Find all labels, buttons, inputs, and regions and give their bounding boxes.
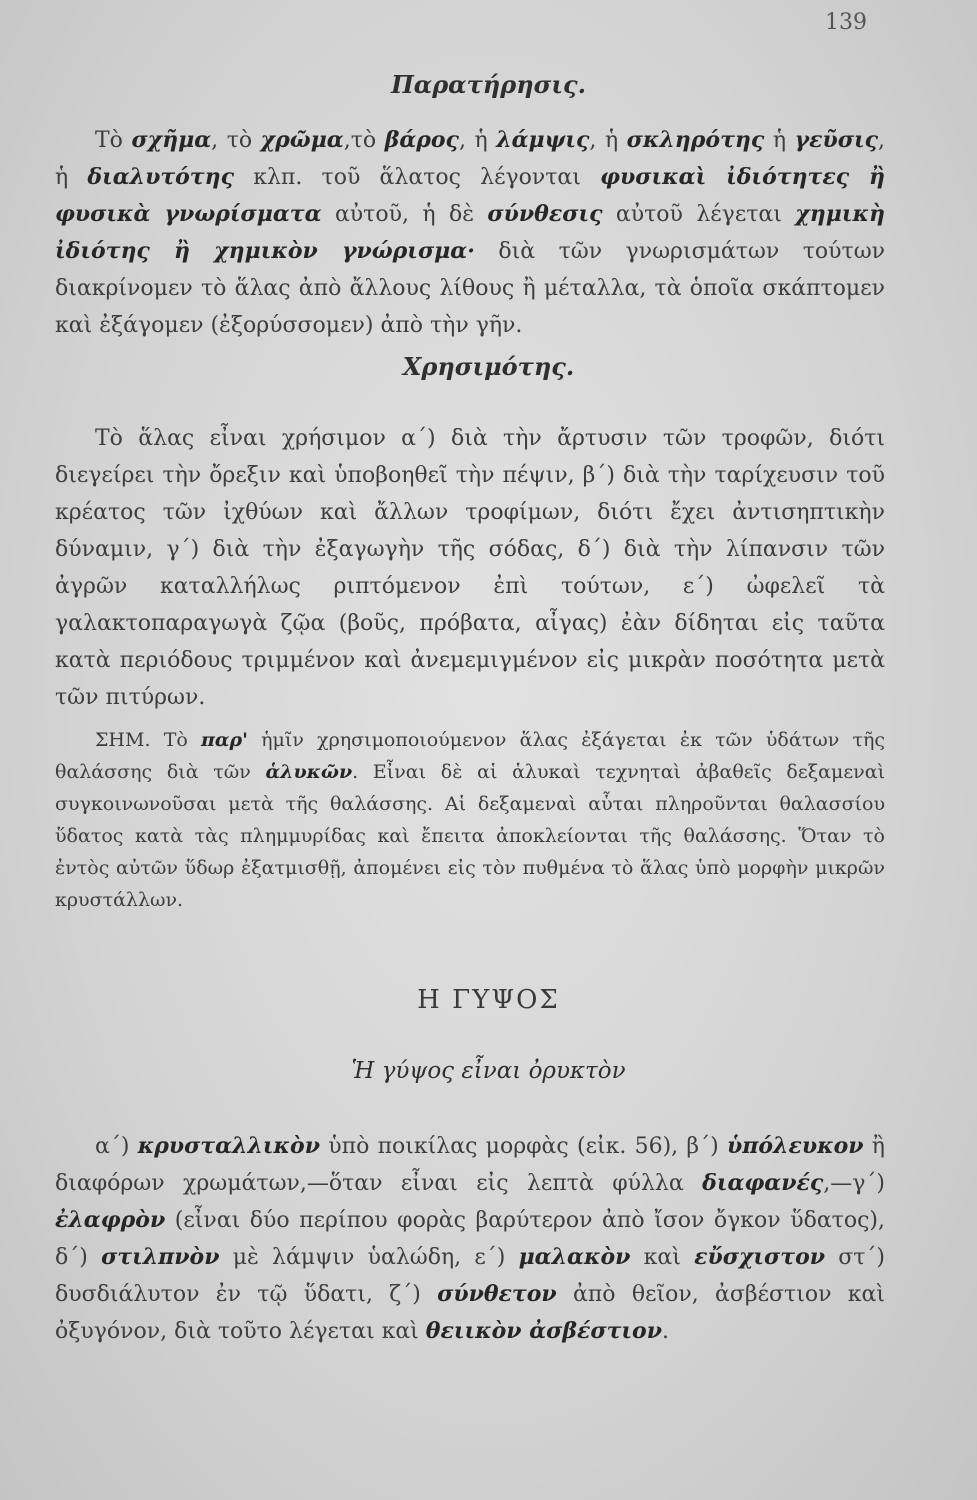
section-heading-observation: Παρατήρησις. [391, 70, 586, 99]
chapter-title: Η ΓΥΨΟΣ [417, 985, 560, 1015]
text-run: . [661, 1319, 669, 1344]
text-run: , ἡ [589, 128, 627, 153]
term-calcium-sulfate: θειικὸν ἀσβέστιον [425, 1318, 662, 1344]
text-run: ,τὸ [343, 128, 385, 153]
text-run: ὑπὸ ποικίλας μορφὰς (εἰκ. 56), β΄) [319, 1134, 727, 1159]
text-run: , ἡ [55, 128, 885, 190]
term-light: ἐλαφρὸν [55, 1207, 166, 1233]
term-salt-pans: ἁλυκῶν [265, 761, 353, 783]
text-run: διὰ τῶν γνωρισμάτων τούτων διακρίνομεν τὸ ἅλας ἀπὸ ἄλλους λίθους ἢ μέταλλα, τὰ ὁποῖα σκάπτομεν καὶ ἐξάγομεν (ἐξορύσσομεν) ἀπὸ τὴν γῆν. [55, 239, 886, 338]
text-run: Τὸ ἅλας εἶναι χρήσιμον α΄) διὰ τὴν ἄρτυσιν τῶν τροφῶν, διότι διεγείρει τὴν ὄρεξιν καὶ ὑποβοηθεῖ τὴν πέψιν, β΄) διὰ τὴν ταρίχευσιν τοῦ κρέατος τῶν ἰχθύων καὶ ἄλλων τροφίμων, διότι ἔχει ἀντισηπτικὴν δύναμιν, γ΄) διὰ τὴν ἐξαγωγὴν τῆς σόδας, δ΄) διὰ τὴν λίπανσιν τῶν ἀγρῶν καταλλήλως ριπτόμενον ἐπὶ τούτων, ε΄) ὠφελεῖ τὰ γαλακτοπαραγωγὰ ζῷα (βοῦς, πρόβατα, αἶγας) ἐὰν δίδηται εἰς ταῦτα κατὰ περιόδους τριμμένον καὶ ἀνεμεμιγμένον εἰς μικρὰν ποσότητα μετὰ τῶν πιτύρων. [55, 426, 885, 710]
term-luster: λάμψις [496, 127, 590, 153]
text-run: Τὸ [95, 128, 132, 153]
text-run: α΄) [95, 1134, 138, 1159]
term-whitish: ὑπόλευκον [727, 1133, 864, 1159]
term-hardness: σκληρότης [626, 127, 765, 153]
text-run: ,—γ΄) [823, 1171, 885, 1196]
paragraph-text [55, 122, 885, 344]
term-color: χρῶμα [260, 127, 344, 153]
text-run: (εἶναι δύο περίπου φορὰς βαρύτερον ἀπὸ ἴσον ὄγκον ὕδατος), δ΄) [55, 1208, 885, 1270]
term-physical-properties: φυσικαὶ ἰδιότητες ἢ φυσικὰ γνωρίσματα [55, 164, 885, 227]
term-lustrous: στιλπνὸν [101, 1244, 220, 1270]
term-soft: μαλακὸν [518, 1244, 631, 1270]
page-number: 139 [825, 10, 867, 35]
term-compound: σύνθετον [437, 1281, 557, 1307]
section-heading-usefulness: Χρησιμότης. [402, 352, 575, 381]
term-chemical-property: χημικὴ ἰδιότης ἢ χημικὸν γνώρισμα· [55, 201, 885, 264]
text-run: αὐτοῦ, ἡ δὲ [321, 202, 488, 227]
term-composition: σύνθεσις [487, 201, 603, 227]
text-run: κλπ. τοῦ ἅλατος λέγονται [234, 165, 601, 190]
term-crystalline: κρυσταλλικὸν [137, 1133, 320, 1159]
text-run: ἢ διαφόρων χρωμάτων,—ὅταν εἶναι εἰς λεπτὰ φύλλα [55, 1134, 885, 1196]
note-paragraph [55, 724, 885, 916]
text-run: ἀπὸ θεῖον, ἀσβέστιον καὶ ὀξυγόνον, διὰ τοῦτο λέγεται καὶ [55, 1282, 886, 1344]
term-weight: βάρος [384, 127, 459, 153]
text-run: στ΄) δυσδιάλυτον ἐν τῷ ὕδατι, ζ΄) [55, 1245, 886, 1307]
text-run: , τὸ [211, 128, 261, 153]
paragraph-usefulness [55, 420, 885, 716]
chapter-subheading: Ἡ γύψος εἶναι ὀρυκτὸν [351, 1058, 626, 1084]
text-run: καὶ [630, 1245, 695, 1270]
paragraph-text [55, 1128, 885, 1350]
text-run: ΣΗΜ. Τὸ [95, 729, 201, 751]
term-shape: σχῆμα [131, 127, 212, 153]
term-par: παρ' [201, 729, 248, 751]
term-transparent: διαφανές [702, 1170, 824, 1196]
text-run: , ἡ [458, 128, 497, 153]
text-run: αὐτοῦ λέγεται [602, 202, 796, 227]
paragraph-text [55, 420, 885, 716]
text-run: ἡμῖν χρησιμοποιούμενον ἅλας ἐξάγεται ἐκ τῶν ὑδάτων τῆς θαλάσσης διὰ τῶν [55, 729, 885, 783]
term-cleavable: εὔσχιστον [694, 1244, 826, 1270]
text-run: . Εἶναι δὲ αἱ ἁλυκαὶ τεχνηταὶ ἀβαθεῖς δεξαμεναὶ συγκοινωνοῦσαι μετὰ τῆς θαλάσσης. Αἱ δεξαμεναὶ αὗται πληροῦνται θαλασσίου ὕδατος κατὰ τὰς πλημμυρίδας καὶ ἔπειτα ἀποκλείονται τῆς θαλάσσης. Ὅταν τὸ ἐντὸς αὐτῶν ὕδωρ ἐξατμισθῇ, ἀπομένει εἰς τὸν πυθμένα τὸ ἅλας ὑπὸ μορφὴν μικρῶν κρυστάλλων. [55, 761, 886, 911]
text-run: ἡ [764, 128, 795, 153]
text-run: μὲ λάμψιν ὑαλώδη, ε΄) [219, 1245, 519, 1270]
paragraph-observation [55, 122, 885, 344]
term-solubility: διαλυτότης [87, 164, 234, 190]
note-text [55, 724, 885, 916]
paragraph-gypsum [55, 1128, 885, 1350]
term-taste: γεῦσις [794, 127, 878, 153]
